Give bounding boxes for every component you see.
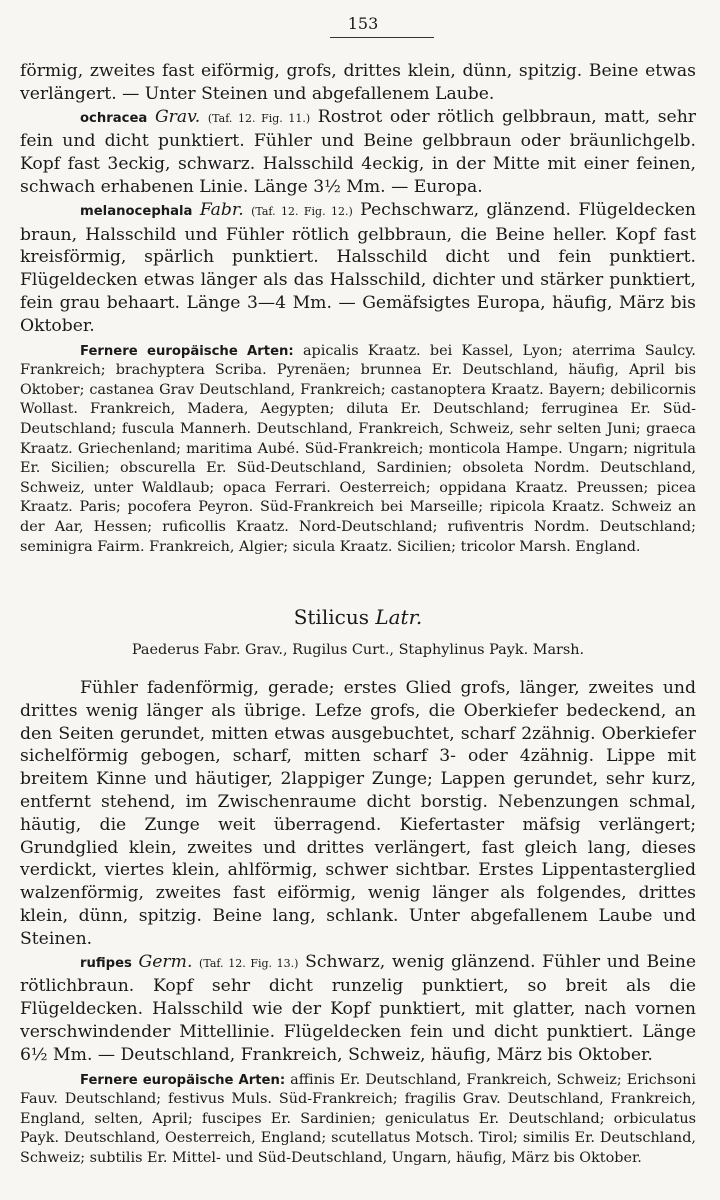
species-name: melanocephala (80, 203, 193, 219)
species-ochracea (20, 106, 696, 199)
plate-reference: (Taf. 12. Fig. 11.) (207, 111, 311, 125)
genus-description: Fühler fadenförmig, gerade; erstes Glied grofs, länger, zweites und drittes wenig länger als übrige. Lefze grofs, die Oberkiefer bedeckend, an den Seiten gerundet, mitten etwas ausgebuchtet, scharf 2zähnig. Oberkiefer sichelförmig gebogen, scharf, mitten scharf 3- oder 4zähnig. Lippe mit breitem Kinne und häutiger, 2lappiger Zunge; Lappen gerundet, sehr kurz, entfernt stehend, im Zwischenraume dicht borstig. Nebenzungen schmal, häutig, die Zunge weit überragend. Kiefertaster mäfsig verlängert; Grundglied klein, zweites und drittes verlängert, fast gleich lang, dieses verdickt, viertes klein, ahlförmig, schwer sichtbar. Erstes Lippentasterglied walzenförmig, zweites fast eiförmig, wenig länger als folgendes, drittes klein, dünn, spitzig. Beine lang, schlank. Unter abgefallenem Laube und Steinen. (20, 678, 696, 949)
other-species-heading: Fernere europäische Arten: (80, 1072, 286, 1088)
plate-reference: (Taf. 12. Fig. 13.) (199, 956, 299, 970)
other-species-text: apicalis Kraatz. bei Kassel, Lyon; aterrima Saulcy. Frankreich; brachyptera Scriba. Pyrenäen; brunnea Er. Deutschland, häufig, April bis Oktober; castanea Grav Deutschland, Frankreich; castanoptera Kraatz. Bayern; debilicornis Wollast. Frankreich, Madera, Aegypten; diluta Er. Deutschland; ferruginea Er. Süd-Deutschland; fuscula Mannerh. Deutschland, Frankreich, Schweiz, sehr selten Juni; graeca Kraatz. Griechenland; maritima Aubé. Süd-Frankreich; monticola Hampe. Ungarn; nigritula Er. Sicilien; obscurella Er. Süd-Deutschland, Sardinien; obsoleta Nordm. Deutschland, Schweiz, unter Waldlaub; opaca Ferrari. Oesterreich; oppidana Kraatz. Preussen; picea Kraatz. Paris; pocofera Peyron. Süd-Frankreich bei Marseille; ripicola Kraatz. Schweiz an der Aar, Hessen; ruficollis Kraatz. Nord-Deutschland; rufiventris Nordm. Deutschland; seminigra Fairm. Frankreich, Algier; sicula Kraatz. Sicilien; tricolor Marsh. England. (20, 342, 696, 555)
species-description: Pechschwarz, glänzend. Flügeldecken braun, Halsschild und Fühler rötlich gelbbraun, die Beine heller. Kopf fast kreisförmig, spärlich punktiert. Halsschild dicht und fein punktiert. Flügeldecken etwas länger als das Halsschild, dichter und stärker punktiert, fein grau behaart. Länge 3—4 Mm. — Gemäfsigtes Europa, häufig, März bis Oktober. (20, 199, 697, 336)
page-number: 153 (347, 14, 379, 33)
header-rule (330, 37, 434, 38)
species-author: Fabr. (199, 199, 244, 220)
plate-reference: (Taf. 12. Fig. 12.) (251, 204, 353, 218)
species-name: rufipes (80, 955, 132, 971)
genus-title (20, 605, 696, 629)
species-author: Germ. (138, 951, 193, 972)
species-rufipes (20, 951, 696, 1067)
other-species-heading: Fernere europäische Arten: (80, 343, 294, 359)
species-author: Grav. (154, 106, 201, 127)
genus-author: Latr. (375, 605, 423, 630)
other-species-text: affinis Er. Deutschland, Frankreich, Schweiz; Erichsoni Fauv. Deutschland; festivus Muls. Süd-Frankreich; fragilis Grav. Deutschland, Frankreich, England, selten, April; fuscipes Er. Sardinien; geniculatus Er. Deutschland; orbiculatus Payk. Deutschland, Oesterreich, England; scutellatus Motsch. Tirol; similis Er. Deutschland, Schweiz; subtilis Er. Mittel- und Süd-Deutschland, Ungarn, häufig, März bis Oktober. (20, 1071, 696, 1167)
other-species-list (20, 1071, 696, 1169)
intro-paragraph: förmig, zweites fast eiförmig, grofs, drittes klein, dünn, spitzig. Beine etwas verlängert. — Unter Steinen und abgefallenem Laube. (20, 61, 696, 104)
other-species-list (20, 342, 696, 558)
genus-name: Stilicus (293, 605, 369, 630)
species-melanocephala (20, 199, 696, 338)
species-description: Schwarz, wenig glänzend. Fühler und Beine rötlichbraun. Kopf sehr dicht runzelig punktiert, so breit als die Flügeldecken. Halsschild wie der Kopf punktiert, mit glatter, nach vornen verschwindender Mittellinie. Flügeldecken fein und dicht punktiert. Länge 6½ Mm. — Deutschland, Frankreich, Schweiz, häufig, März bis Oktober. (20, 951, 697, 1065)
species-description: Rostrot oder rötlich gelbbraun, matt, sehr fein und dicht punktiert. Fühler und Beine gelbbraun oder bräunlichgelb. Kopf fast 3eckig, schwarz. Halsschild 4eckig, in der Mitte mit einer feinen, schwach erhabenen Linie. Länge 3½ Mm. — Europa. (20, 106, 696, 197)
species-name: ochracea (80, 110, 148, 126)
genus-synonyms: Paederus Fabr. Grav., Rugilus Curt., Staphylinus Payk. Marsh. (131, 642, 585, 659)
